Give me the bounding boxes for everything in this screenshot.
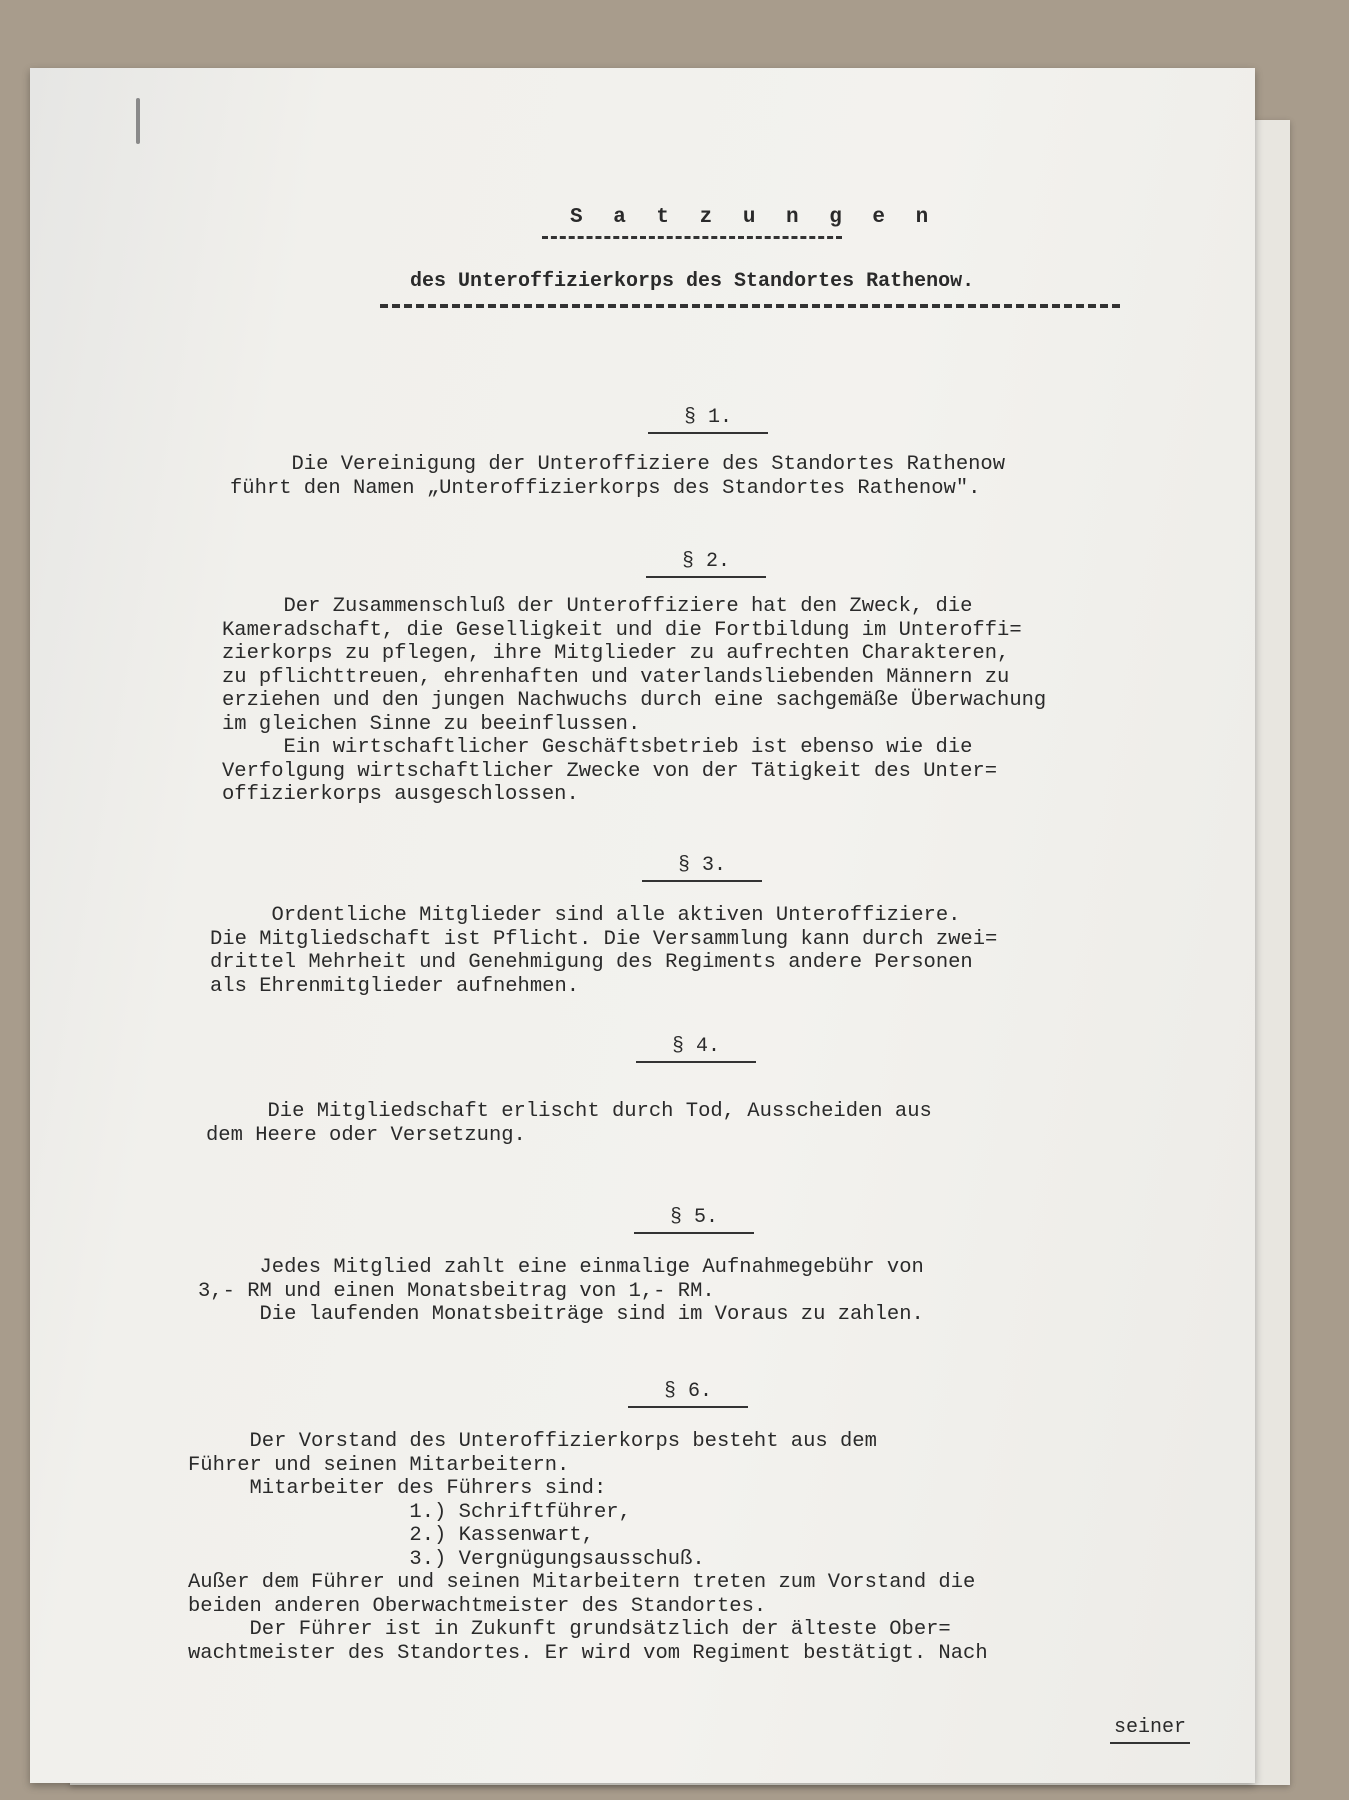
section-body-5 bbox=[198, 1256, 924, 1327]
text-line: Kameradschaft, die Geselligkeit und die Fortbildung im Unteroffi= bbox=[222, 618, 1022, 642]
staple bbox=[136, 98, 140, 144]
section-heading-3: § 3. bbox=[642, 854, 762, 882]
text-line: dem Heere oder Versetzung. bbox=[206, 1123, 526, 1147]
subtitle-underline bbox=[380, 304, 1120, 308]
section-heading-5: § 5. bbox=[634, 1206, 754, 1234]
text-line: zierkorps zu pflegen, ihre Mitglieder zu aufrechten Charakteren, bbox=[222, 642, 1010, 665]
text-line: erziehen und den jungen Nachwuchs durch eine sachgemäße Überwachung bbox=[222, 689, 1047, 712]
text-line: Der Führer ist in Zukunft grundsätzlich der älteste Ober= bbox=[188, 1618, 951, 1641]
text-line: beiden anderen Oberwachtmeister des Standortes. bbox=[188, 1594, 767, 1618]
list-item: 1.) Schriftführer, bbox=[188, 1500, 631, 1524]
text-line: Die Vereinigung der Unteroffiziere des Standortes Rathenow bbox=[230, 453, 1006, 476]
section-heading-2: § 2. bbox=[646, 550, 766, 578]
text-line: Jedes Mitglied zahlt eine einmalige Aufnahmegebühr von bbox=[198, 1256, 924, 1279]
text-line: drittel Mehrheit und Genehmigung des Regiments andere Personen bbox=[210, 951, 973, 974]
section-heading-4: § 4. bbox=[636, 1035, 756, 1063]
text-line: im gleichen Sinne zu beeinflussen. bbox=[222, 712, 641, 736]
text-line: Die Mitgliedschaft erlischt durch Tod, Ausscheiden aus bbox=[206, 1100, 932, 1123]
text-line: offizierkorps ausgeschlossen. bbox=[222, 783, 579, 806]
text-line: führt den Namen „Unteroffizierkorps des Standortes Rathenow". bbox=[230, 476, 981, 500]
text-line: Mitarbeiter des Führers sind: bbox=[188, 1477, 607, 1500]
text-line: Der Vorstand des Unteroffizierkorps besteht aus dem bbox=[188, 1430, 877, 1453]
list-item: 2.) Kassenwart, bbox=[188, 1524, 594, 1547]
text-line: Die laufenden Monatsbeiträge sind im Voraus zu zahlen. bbox=[198, 1303, 924, 1326]
section-body-1 bbox=[230, 453, 1005, 500]
text-line: Ein wirtschaftlicher Geschäftsbetrieb ist ebenso wie die bbox=[222, 736, 973, 759]
text-line: als Ehrenmitglieder aufnehmen. bbox=[210, 974, 580, 998]
text-line: Verfolgung wirtschaftlicher Zwecke von der Tätigkeit des Unter= bbox=[222, 759, 998, 783]
text-line: 3,- RM und einen Monatsbeitrag von 1,- RM. bbox=[198, 1279, 715, 1303]
text-line: Die Mitgliedschaft ist Pflicht. Die Versammlung kann durch zwei= bbox=[210, 927, 998, 951]
document-title: S a t z u n g e n bbox=[570, 206, 938, 229]
list-item: 3.) Vergnügungsausschuß. bbox=[188, 1547, 705, 1571]
section-body-6 bbox=[188, 1430, 988, 1665]
text-line: zu pflichttreuen, ehrenhaften und vaterlandsliebenden Männern zu bbox=[222, 665, 1010, 689]
title-underline bbox=[542, 236, 842, 239]
text-line: Ordentliche Mitglieder sind alle aktiven Unteroffiziere. bbox=[210, 904, 961, 927]
section-heading-1: § 1. bbox=[648, 406, 768, 434]
text-line: Außer dem Führer und seinen Mitarbeitern treten zum Vorstand die bbox=[188, 1571, 976, 1594]
document-sheet bbox=[30, 68, 1255, 1783]
text-line: wachtmeister des Standortes. Er wird vom Regiment bestätigt. Nach bbox=[188, 1641, 988, 1665]
section-body-3 bbox=[210, 904, 997, 998]
catchword: seiner bbox=[1110, 1716, 1190, 1744]
section-body-4 bbox=[206, 1100, 932, 1147]
text-line: Führer und seinen Mitarbeitern. bbox=[188, 1453, 570, 1477]
section-body-2 bbox=[222, 595, 1046, 807]
section-heading-6: § 6. bbox=[628, 1380, 748, 1408]
document-subtitle: des Unteroffizierkorps des Standortes Rathenow. bbox=[410, 270, 975, 293]
text-line: Der Zusammenschluß der Unteroffiziere hat den Zweck, die bbox=[222, 595, 973, 618]
